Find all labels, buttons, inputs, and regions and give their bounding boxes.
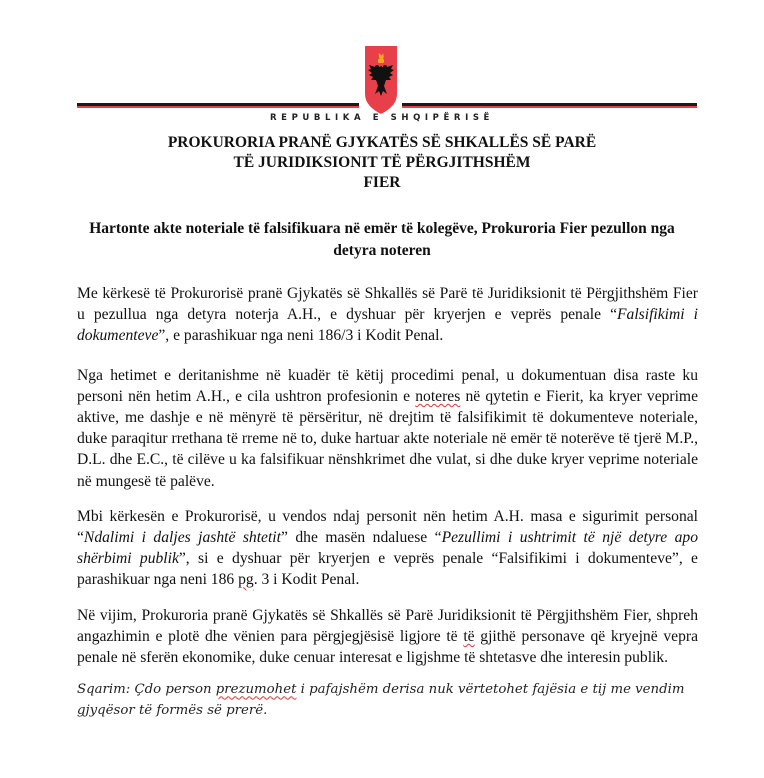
header-rule-right [402, 103, 697, 108]
country-name: REPUBLIKA E SHQIPËRISË [270, 113, 494, 123]
institution-line-2: TË JURIDIKSIONIT TË PËRGJITHSHËM [233, 154, 531, 171]
paragraph-1 [77, 283, 698, 347]
text: ”, si e dyshuar për kryerjen e veprës penale “Falsifikimi i dokumenteve”, e parashikuar nga neni 186 [77, 550, 698, 589]
text: në qytetin e Fierit, ka kryer veprime aktive, me dashje e në mënyrë të përsëritur, në drejtim të falsifikimit të dokumenteve noteriale, duke paraqitur rrethana të rreme në to, duke hartuar akte noteriale në emër të noterëve të tjerë M.P., D.L. dhe E.C., të cilëve u ka falsifikuar nënshkrimet dhe vulat, si dhe duke kryer veprime noteriale në mungesë të palëve. [77, 387, 698, 490]
text: Me kërkesë të Prokurorisë pranë Gjykatës së Shkallës së Parë të Juridiksionit të Përgjithshëm Fier u pezullua nga detyra noterja A.H., e dyshuar për kryerjen e veprës penale “ [77, 285, 698, 324]
spellcheck-flagged-word: noteres [415, 387, 461, 405]
albanian-eagle-emblem-icon [361, 44, 401, 116]
press-release-headline: Hartonte akte noteriale të falsifikuara në emër të kolegëve, Prokuroria Fier pezullon nga detyra noteren [89, 220, 675, 259]
text: Nga hetimet e deritanishme në kuadër të këtij procedimi penal, u dokumentuan disa raste ku personi nën hetim A.H., e cila ushtron profesionin e [77, 366, 698, 405]
clarification-note [77, 679, 698, 721]
press-release-body [77, 283, 698, 739]
text: Mbi kërkesën e Prokurorisë, u vendos ndaj personit nën hetim A.H. masa e sigurimit personal “ [77, 507, 698, 547]
spellcheck-flagged-word: të [463, 627, 475, 645]
paragraph-2 [77, 365, 698, 492]
paragraph-3 [77, 506, 698, 591]
text: ”, e parashikuar nga neni 186/3 i Kodit Penal. [158, 327, 444, 345]
institution-line-3: FIER [363, 174, 401, 191]
spellcheck-flagged-word: pg [238, 571, 254, 589]
header-rule-left [77, 103, 359, 108]
text: i pafajshëm derisa nuk vërtetohet fajësia e tij me vendim gjyqësor të formës së prerë. [77, 682, 685, 719]
measure-name: Ndalimi i daljes jashtë shtetit [83, 529, 281, 547]
text: ” dhe masën ndaluese “ [280, 529, 442, 547]
institution-title [0, 133, 764, 193]
paragraph-4 [77, 605, 698, 669]
measure-name: Pezullimi i ushtrimit të një detyre apo shërbimi publik [77, 529, 699, 568]
text: Në vijim, Prokuroria pranë Gjykatës së Shkallës së Parë Juridiksionit të Përgjithshëm Fier, shpreh angazhimin e plotë dhe vënien para përgjegjësisë ligjore të [77, 606, 698, 645]
spellcheck-flagged-word: prezumohet [215, 682, 297, 698]
text: Sqarim: Çdo person [77, 682, 216, 698]
text: gjithë personave që kryejnë vepra penale në sferën ekonomike, duke cenuar interesat e ligjshme të shtetasve dhe interesin publik. [77, 627, 698, 667]
institution-line-1: PROKURORIA PRANË GJYKATËS SË SHKALLËS SË PARË [167, 134, 597, 151]
text: . 3 i Kodit Penal. [253, 571, 360, 589]
letterhead [0, 0, 764, 130]
offense-name: Falsifikimi i dokumenteve [77, 306, 698, 345]
